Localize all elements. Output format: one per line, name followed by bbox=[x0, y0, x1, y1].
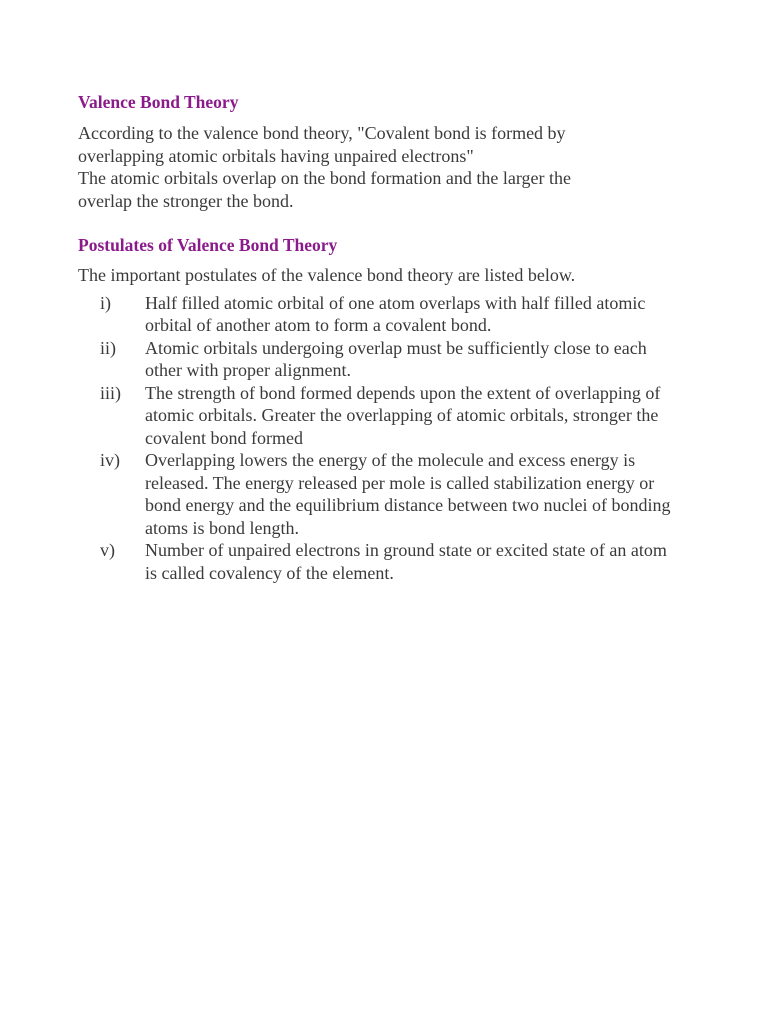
paragraph-line: overlapping atomic orbitals having unpaired electrons" bbox=[78, 145, 474, 166]
list-item bbox=[78, 382, 678, 450]
document-page bbox=[78, 90, 678, 584]
paragraph-line: overlap the stronger the bond. bbox=[78, 190, 294, 211]
postulates-list bbox=[78, 292, 678, 585]
list-item-text: Overlapping lowers the energy of the molecule and excess energy is released. The energy released per mole is called stabilization energy or bond energy and the equilibrium distance between two nuclei of bonding atoms is bond length. bbox=[145, 450, 671, 538]
section-heading-postulates: Postulates of Valence Bond Theory bbox=[78, 235, 338, 255]
list-item bbox=[78, 292, 678, 337]
list-item-text: Atomic orbitals undergoing overlap must be sufficiently close to each other with proper alignment. bbox=[145, 337, 647, 380]
valence-bond-definition-paragraph bbox=[78, 122, 678, 212]
paragraph-line: The atomic orbitals overlap on the bond formation and the larger the bbox=[78, 168, 572, 188]
list-marker: ii) bbox=[100, 337, 116, 358]
list-item bbox=[78, 449, 678, 539]
list-item-text: Number of unpaired electrons in ground state or excited state of an atom is called covalency of the element. bbox=[145, 540, 667, 583]
section-heading-valence-bond-theory: Valence Bond Theory bbox=[78, 92, 239, 112]
list-marker: v) bbox=[100, 540, 115, 560]
postulates-intro: The important postulates of the valence bond theory are listed below. bbox=[78, 265, 576, 285]
list-item bbox=[78, 337, 678, 382]
list-item bbox=[78, 539, 678, 584]
list-marker: iii) bbox=[100, 382, 121, 403]
list-item-text: Half filled atomic orbital of one atom overlaps with half filled atomic orbital of another atom to form a covalent bond. bbox=[145, 292, 646, 335]
list-marker: iv) bbox=[100, 450, 120, 470]
list-item-text: The strength of bond formed depends upon the extent of overlapping of atomic orbitals. Greater the overlapping of atomic orbitals, stronger the covalent bond formed bbox=[145, 382, 661, 448]
list-marker: i) bbox=[100, 292, 111, 313]
paragraph-line: According to the valence bond theory, "Covalent bond is formed by bbox=[78, 123, 566, 143]
